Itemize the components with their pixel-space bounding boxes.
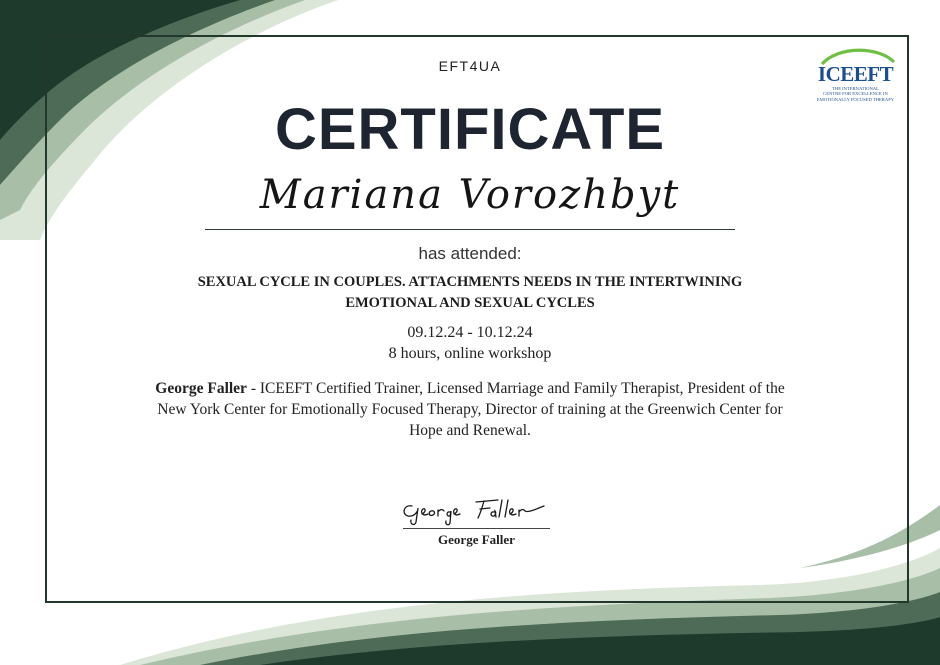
organization-name: EFT4UA xyxy=(438,58,502,74)
course-title: SEXUAL CYCLE IN COUPLES. ATTACHMENTS NEEDS IN THE INTERTWINING EMOTIONAL AND SEXUAL CYCLES xyxy=(197,274,743,311)
trainer-bio: ICEEFT Certified Trainer, Licensed Marriage and Family Therapist, President of the New York Center for Emotionally Focused Therapy, Director of training at the Greenwich Center for Hope and Renewal. xyxy=(157,380,785,439)
recipient-name: Mariana Vorozhbyt xyxy=(259,172,681,218)
course-dates: 09.12.24 - 10.12.24 xyxy=(407,324,533,341)
course-details xyxy=(0,322,940,364)
logo-subtitle-line: THE INTERNATIONAL xyxy=(832,86,879,91)
signature-line xyxy=(403,528,550,529)
signer-name: George Faller xyxy=(438,532,515,547)
recipient-name-underline xyxy=(205,229,735,230)
trainer-name: George Faller xyxy=(155,380,247,397)
logo-subtitle xyxy=(808,86,903,102)
handwritten-signature xyxy=(398,492,548,528)
logo-subtitle-line: CENTRE FOR EXCELLENCE IN xyxy=(823,91,888,97)
trainer-description xyxy=(140,378,800,441)
iceeft-logo xyxy=(808,46,903,108)
logo-subtitle-line: EMOTIONALLY FOCUSED THERAPY xyxy=(816,96,895,102)
attended-label: has attended: xyxy=(418,244,522,263)
course-format: 8 hours, online workshop xyxy=(388,345,552,362)
trainer-separator: - xyxy=(246,380,260,397)
certificate-title: CERTIFICATE xyxy=(274,97,666,162)
logo-name: ICEEFT xyxy=(817,62,894,86)
